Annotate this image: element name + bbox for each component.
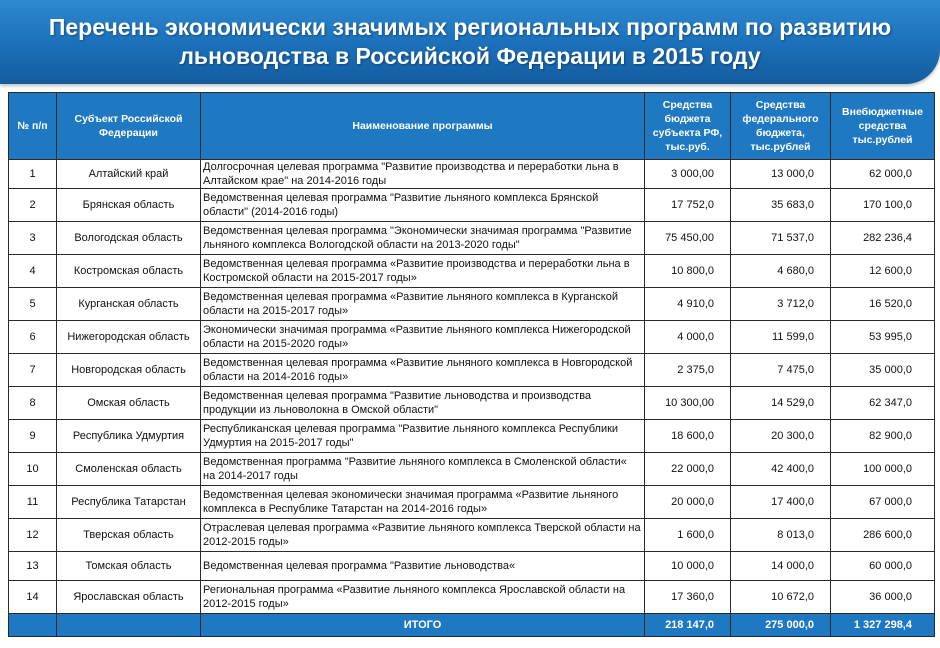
row-regional-budget: 4 000,0 xyxy=(645,321,731,354)
row-federal-budget: 3 712,0 xyxy=(731,288,831,321)
row-federal-budget: 10 672,0 xyxy=(731,581,831,614)
row-program: Отраслевая целевая программа «Развитие льняного комплекса Тверской области на 2012-2015 годы» xyxy=(201,519,645,552)
table-row xyxy=(9,321,935,354)
row-regional-budget: 18 600,0 xyxy=(645,420,731,453)
header-num: № п/п xyxy=(9,93,57,160)
table-row xyxy=(9,552,935,581)
page-title: Перечень экономически значимых региональных программ по развитию льноводства в Российской Федерации в 2015 году xyxy=(48,14,892,69)
row-extra-budget: 35 000,0 xyxy=(831,354,935,387)
header-extra-budget: Внебюджетные средства тыс.рублей xyxy=(831,93,935,160)
row-program: Региональная программа «Развитие льняного комплекса Ярославской области на 2012-2015 годы» xyxy=(201,581,645,614)
row-subject: Смоленская область xyxy=(57,453,201,486)
row-program: Ведомственная целевая программа «Развитие производства и переработки льна в Костромской области на 2015-2017 годы» xyxy=(201,255,645,288)
total-label: ИТОГО xyxy=(201,614,645,637)
row-regional-budget: 10 000,0 xyxy=(645,552,731,581)
row-subject: Нижегородская область xyxy=(57,321,201,354)
header-program: Наименование программы xyxy=(201,93,645,160)
row-number: 2 xyxy=(9,189,57,222)
row-extra-budget: 60 000,0 xyxy=(831,552,935,581)
row-extra-budget: 286 600,0 xyxy=(831,519,935,552)
table-row xyxy=(9,519,935,552)
row-subject: Курганская область xyxy=(57,288,201,321)
row-extra-budget: 100 000,0 xyxy=(831,453,935,486)
row-subject: Вологодская область xyxy=(57,222,201,255)
row-extra-budget: 282 236,4 xyxy=(831,222,935,255)
row-regional-budget: 4 910,0 xyxy=(645,288,731,321)
row-federal-budget: 14 529,0 xyxy=(731,387,831,420)
table-row xyxy=(9,453,935,486)
row-subject: Ярославская область xyxy=(57,581,201,614)
total-row xyxy=(9,614,935,637)
table-row xyxy=(9,486,935,519)
row-subject: Республика Удмуртия xyxy=(57,420,201,453)
row-number: 6 xyxy=(9,321,57,354)
row-federal-budget: 20 300,0 xyxy=(731,420,831,453)
header-subject: Субъект Российской Федерации xyxy=(57,93,201,160)
header-regional-budget: Средства бюджета субъекта РФ, тыс.руб. xyxy=(645,93,731,160)
row-number: 10 xyxy=(9,453,57,486)
table-row xyxy=(9,387,935,420)
header-federal-budget: Средства федерального бюджета, тыс.рублей xyxy=(731,93,831,160)
row-number: 8 xyxy=(9,387,57,420)
row-federal-budget: 4 680,0 xyxy=(731,255,831,288)
row-regional-budget: 22 000,0 xyxy=(645,453,731,486)
total-regional: 218 147,0 xyxy=(645,614,731,637)
table-header-row xyxy=(9,93,935,160)
row-extra-budget: 36 000,0 xyxy=(831,581,935,614)
total-federal: 275 000,0 xyxy=(731,614,831,637)
row-number: 14 xyxy=(9,581,57,614)
row-federal-budget: 71 537,0 xyxy=(731,222,831,255)
row-regional-budget: 1 600,0 xyxy=(645,519,731,552)
row-subject: Томская область xyxy=(57,552,201,581)
row-extra-budget: 53 995,0 xyxy=(831,321,935,354)
row-regional-budget: 20 000,0 xyxy=(645,486,731,519)
row-extra-budget: 16 520,0 xyxy=(831,288,935,321)
row-subject: Республика Татарстан xyxy=(57,486,201,519)
row-federal-budget: 17 400,0 xyxy=(731,486,831,519)
row-extra-budget: 62 347,0 xyxy=(831,387,935,420)
row-federal-budget: 8 013,0 xyxy=(731,519,831,552)
row-extra-budget: 67 000,0 xyxy=(831,486,935,519)
total-empty-1 xyxy=(9,614,57,637)
row-extra-budget: 62 000,0 xyxy=(831,160,935,189)
row-federal-budget: 7 475,0 xyxy=(731,354,831,387)
row-program: Ведомственная целевая экономически значимая программа «Развитие льняного комплекса в Республике Татарстан на 2014-2016 годы» xyxy=(201,486,645,519)
row-number: 13 xyxy=(9,552,57,581)
row-regional-budget: 10 300,00 xyxy=(645,387,731,420)
row-number: 1 xyxy=(9,160,57,189)
row-regional-budget: 2 375,0 xyxy=(645,354,731,387)
row-federal-budget: 13 000,0 xyxy=(731,160,831,189)
programs-table-container xyxy=(8,92,934,637)
row-subject: Омская область xyxy=(57,387,201,420)
row-program: Экономически значимая программа «Развитие льняного комплекса Нижегородской области на 2015-2020 годы» xyxy=(201,321,645,354)
row-regional-budget: 17 752,0 xyxy=(645,189,731,222)
row-subject: Брянская область xyxy=(57,189,201,222)
total-empty-2 xyxy=(57,614,201,637)
row-program: Ведомственная целевая программа "Развитие льноводства« xyxy=(201,552,645,581)
row-subject: Тверская область xyxy=(57,519,201,552)
row-program: Ведомственная целевая программа "Экономически значимая программа "Развитие льняного комплекса Вологодской области на 2013-2020 годы" xyxy=(201,222,645,255)
table-row xyxy=(9,420,935,453)
row-number: 12 xyxy=(9,519,57,552)
row-program: Ведомственная программа "Развитие льняного комплекса в Смоленской области« на 2014-2017 годы xyxy=(201,453,645,486)
table-row xyxy=(9,288,935,321)
row-subject: Алтайский край xyxy=(57,160,201,189)
row-subject: Костромская область xyxy=(57,255,201,288)
table-row xyxy=(9,189,935,222)
row-extra-budget: 170 100,0 xyxy=(831,189,935,222)
row-program: Ведомственная целевая программа "Развитие льняного комплекса Брянской области" (2014-2016 годы) xyxy=(201,189,645,222)
row-program: Долгосрочная целевая программа "Развитие производства и переработки льна в Алтайском крае" на 2014-2016 годы xyxy=(201,160,645,189)
row-extra-budget: 82 900,0 xyxy=(831,420,935,453)
row-number: 4 xyxy=(9,255,57,288)
title-banner xyxy=(0,0,940,84)
total-extra: 1 327 298,4 xyxy=(831,614,935,637)
row-program: Ведомственная целевая программа «Развитие льняного комплекса в Курганской области на 2015-2017 годы» xyxy=(201,288,645,321)
row-number: 11 xyxy=(9,486,57,519)
row-federal-budget: 42 400,0 xyxy=(731,453,831,486)
row-subject: Новгородская область xyxy=(57,354,201,387)
row-regional-budget: 3 000,00 xyxy=(645,160,731,189)
row-number: 5 xyxy=(9,288,57,321)
row-number: 3 xyxy=(9,222,57,255)
programs-table xyxy=(8,92,935,637)
row-federal-budget: 35 683,0 xyxy=(731,189,831,222)
table-row xyxy=(9,581,935,614)
row-number: 7 xyxy=(9,354,57,387)
row-extra-budget: 12 600,0 xyxy=(831,255,935,288)
row-regional-budget: 10 800,0 xyxy=(645,255,731,288)
table-row xyxy=(9,222,935,255)
row-program: Республиканская целевая программа "Развитие льняного комплекса Республики Удмуртия на 2015-2017 годы" xyxy=(201,420,645,453)
row-program: Ведомственная целевая программа «Развитие льняного комплекса в Новгородской области на 2014-2016 годы» xyxy=(201,354,645,387)
row-program: Ведомственная целевая программа "Развитие льноводства и производства продукции из льноволокна в Омской области" xyxy=(201,387,645,420)
row-federal-budget: 11 599,0 xyxy=(731,321,831,354)
table-row xyxy=(9,354,935,387)
table-row xyxy=(9,160,935,189)
row-federal-budget: 14 000,0 xyxy=(731,552,831,581)
row-regional-budget: 75 450,00 xyxy=(645,222,731,255)
row-regional-budget: 17 360,0 xyxy=(645,581,731,614)
table-row xyxy=(9,255,935,288)
row-number: 9 xyxy=(9,420,57,453)
